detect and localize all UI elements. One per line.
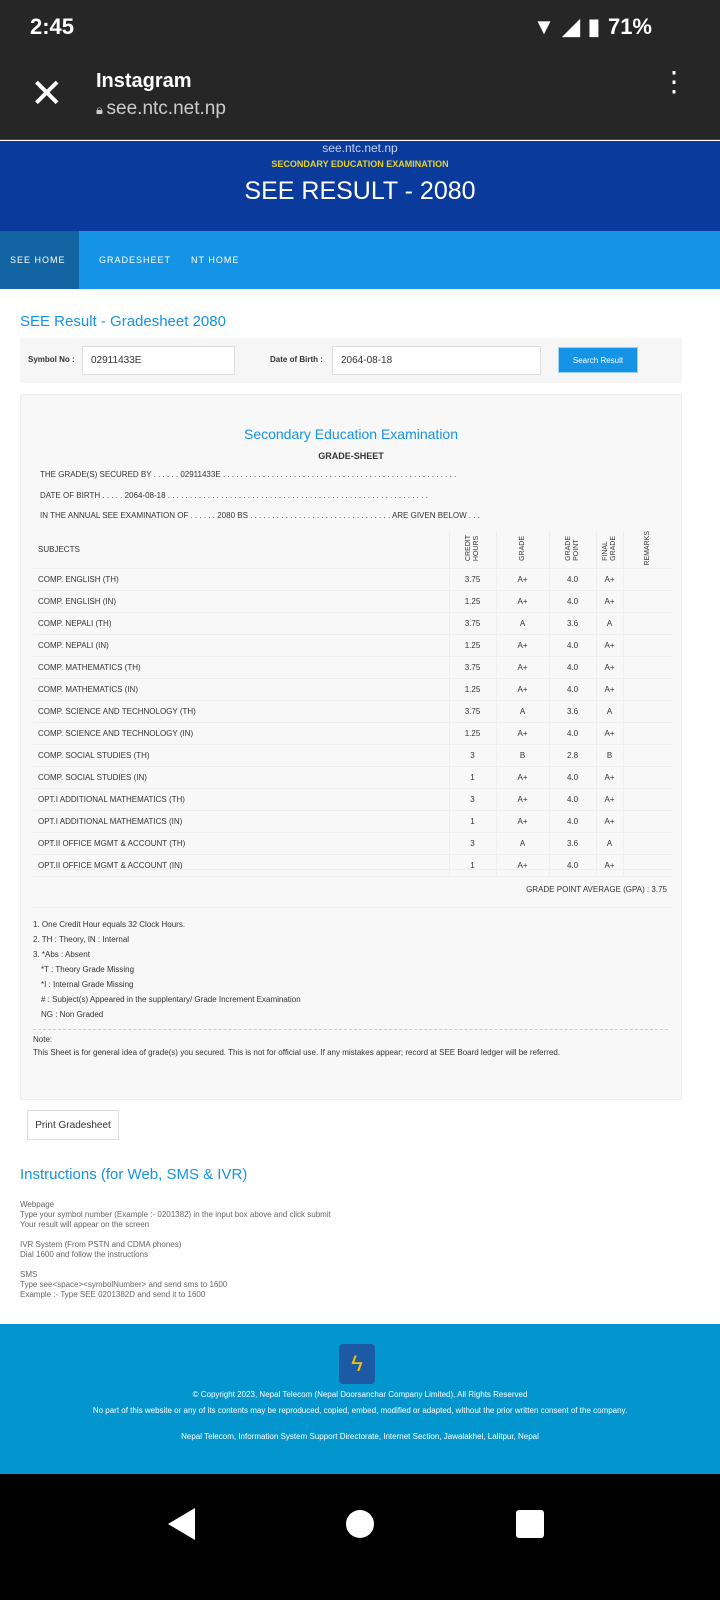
- cell-remarks: [623, 590, 673, 612]
- cell-credit-hours: 1.25: [449, 634, 496, 656]
- more-options-icon[interactable]: ⋮: [660, 66, 688, 97]
- cell-remarks: [623, 656, 673, 678]
- nepal-telecom-logo-icon: ϟ: [339, 1344, 375, 1384]
- cell-final-grade: A+: [596, 766, 623, 788]
- cell-final-grade: A+: [596, 854, 623, 876]
- exam-line: IN THE ANNUAL SEE EXAMINATION OF . . . . . . 2080 BS . . . . . . . . . . . . . . . . . . . . . . . . . . . . . . . . ARE GIVEN BELOW . . .: [40, 511, 480, 520]
- copyright: © Copyright 2023, Nepal Telecom (Nepal Doorsanchar Company Limited), All Rights Reserved: [192, 1390, 528, 1399]
- cell-final-grade: B: [596, 744, 623, 766]
- footer-notice: No part of this website or any of its contents may be reproduced, copied, embed, modified or adapted, without the prior written consent of the company.: [92, 1406, 628, 1415]
- cell-credit-hours: 3: [449, 744, 496, 766]
- status-time: 2:45: [30, 14, 75, 39]
- cell-final-grade: A: [596, 700, 623, 722]
- table-row: [33, 744, 673, 766]
- table-row: [33, 590, 673, 612]
- cell-remarks: [623, 634, 673, 656]
- ins-sms-title: SMS: [20, 1270, 38, 1279]
- cell-grade: A+: [496, 634, 549, 656]
- cell-remarks: [623, 722, 673, 744]
- ins-text: Type your symbol number (Example :- 0201382) in the input box above and click submit: [20, 1210, 331, 1219]
- footer-address: Nepal Telecom, Information System Support Directorate, Internet Section, Jawalakhel, Lalitpur, Nepal: [181, 1432, 539, 1441]
- cell-grade-point: 3.6: [549, 612, 596, 634]
- col-grade-point: GRADE POINT: [564, 535, 580, 561]
- cell-grade: A+: [496, 656, 549, 678]
- table-row: [33, 766, 673, 788]
- cell-grade-point: 4.0: [549, 678, 596, 700]
- cell-credit-hours: 1: [449, 854, 496, 876]
- symbol-input[interactable]: [82, 346, 235, 375]
- cell-grade: A+: [496, 590, 549, 612]
- browser-bar: [0, 58, 720, 140]
- header-title: SEE RESULT - 2080: [244, 177, 476, 205]
- sheet-heading: Secondary Education Examination: [243, 426, 459, 442]
- legend-item: *T : Theory Grade Missing: [41, 965, 135, 974]
- cell-credit-hours: 1.25: [449, 678, 496, 700]
- cell-credit-hours: 1.25: [449, 722, 496, 744]
- legend-item: # : Subject(s) Appeared in the supplentary/ Grade Increment Examination: [41, 995, 301, 1004]
- note-text: This Sheet is for general idea of grade(s) you secured. This is not for official use. If any mistakes appear; record at SEE Board ledger will be referred.: [33, 1048, 561, 1057]
- table-row: [33, 832, 673, 854]
- cell-remarks: [623, 810, 673, 832]
- cell-grade-point: 4.0: [549, 788, 596, 810]
- instructions-title: Instructions (for Web, SMS & IVR): [20, 1166, 248, 1183]
- cell-grade: A+: [496, 568, 549, 590]
- cell-subject: OPT.II OFFICE MGMT & ACCOUNT (IN): [33, 854, 449, 876]
- table-row: [33, 678, 673, 700]
- cell-grade-point: 4.0: [549, 634, 596, 656]
- cell-grade-point: 4.0: [549, 810, 596, 832]
- search-form: [20, 338, 682, 383]
- ins-text: Type see<space><symbolNumber> and send sms to 1600: [20, 1280, 228, 1289]
- cell-remarks: [623, 700, 673, 722]
- back-icon[interactable]: [168, 1508, 195, 1540]
- cell-final-grade: A: [596, 832, 623, 854]
- col-grade: GRADE: [518, 535, 526, 561]
- browser-url: 🔒︎ see.ntc.net.np: [96, 98, 226, 119]
- cell-grade-point: 4.0: [549, 590, 596, 612]
- browser-title: Instagram: [96, 70, 192, 92]
- cell-grade: A: [496, 832, 549, 854]
- cell-remarks: [623, 568, 673, 590]
- cell-remarks: [623, 744, 673, 766]
- cell-grade: A+: [496, 788, 549, 810]
- gpa: GRADE POINT AVERAGE (GPA) : 3.75: [526, 885, 667, 894]
- cell-grade-point: 3.6: [549, 700, 596, 722]
- recents-icon[interactable]: [516, 1510, 544, 1538]
- footer: [0, 1324, 720, 1474]
- header-banner: [0, 141, 720, 231]
- cell-grade: A+: [496, 810, 549, 832]
- page-title: SEE Result - Gradesheet 2080: [20, 313, 226, 330]
- android-nav-bar: [0, 1474, 720, 1600]
- cell-credit-hours: 3.75: [449, 612, 496, 634]
- legend-item: 3. *Abs : Absent: [33, 950, 90, 959]
- cell-credit-hours: 1: [449, 766, 496, 788]
- nav-gradesheet[interactable]: GRADESHEET: [99, 255, 172, 265]
- cell-subject: COMP. NEPALI (IN): [33, 634, 449, 656]
- cell-grade: A+: [496, 766, 549, 788]
- cell-grade: A: [496, 612, 549, 634]
- cell-final-grade: A+: [596, 788, 623, 810]
- cell-remarks: [623, 766, 673, 788]
- ins-web-title: Webpage: [20, 1200, 55, 1209]
- cell-remarks: [623, 832, 673, 854]
- disclaimer: [33, 1033, 560, 1059]
- table-row: [33, 722, 673, 744]
- cell-credit-hours: 3.75: [449, 700, 496, 722]
- cell-grade: A: [496, 700, 549, 722]
- cell-remarks: [623, 788, 673, 810]
- cell-grade-point: 4.0: [549, 568, 596, 590]
- cell-subject: COMP. ENGLISH (IN): [33, 590, 449, 612]
- cell-credit-hours: 3.75: [449, 568, 496, 590]
- col-final-grade: FINAL GRADE: [601, 535, 617, 561]
- table-row: [33, 810, 673, 832]
- ins-text: Dial 1600 and follow the instructions: [20, 1250, 149, 1259]
- cell-remarks: [623, 854, 673, 876]
- table-row: [33, 634, 673, 656]
- grades-table: [33, 531, 673, 877]
- table-row: [33, 854, 673, 876]
- cell-subject: COMP. MATHEMATICS (TH): [33, 656, 449, 678]
- cell-final-grade: A+: [596, 656, 623, 678]
- sheet-subheading: GRADE-SHEET: [318, 451, 384, 461]
- cell-grade: A+: [496, 722, 549, 744]
- ins-ivr-title: IVR System (From PSTN and CDMA phones): [20, 1240, 182, 1249]
- cell-grade-point: 4.0: [549, 656, 596, 678]
- cell-grade-point: 2.8: [549, 744, 596, 766]
- cell-final-grade: A: [596, 612, 623, 634]
- legend-notes: [33, 917, 301, 1022]
- cell-credit-hours: 3: [449, 788, 496, 810]
- col-credit-hours: CREDIT HOURS: [464, 535, 480, 562]
- legend-item: 2. TH : Theory, IN : Internal: [33, 935, 130, 944]
- cell-grade: B: [496, 744, 549, 766]
- cell-grade-point: 4.0: [549, 722, 596, 744]
- cell-remarks: [623, 612, 673, 634]
- col-subjects: SUBJECTS: [33, 531, 449, 568]
- print-gradesheet-button[interactable]: Print Gradesheet: [27, 1110, 119, 1140]
- battery-icon: ▮: [587, 14, 600, 39]
- cell-remarks: [623, 678, 673, 700]
- dob-label: Date of Birth :: [270, 355, 323, 364]
- gradesheet: [20, 394, 682, 1100]
- search-result-button[interactable]: Search Result: [558, 347, 638, 373]
- cell-final-grade: A+: [596, 722, 623, 744]
- legend-item: *I : Internal Grade Missing: [41, 980, 134, 989]
- cell-subject: COMP. NEPALI (TH): [33, 612, 449, 634]
- home-icon[interactable]: [346, 1510, 374, 1538]
- cell-grade: A+: [496, 854, 549, 876]
- cell-final-grade: A+: [596, 810, 623, 832]
- cell-subject: OPT.II OFFICE MGMT & ACCOUNT (TH): [33, 832, 449, 854]
- table-row: [33, 568, 673, 590]
- cell-final-grade: A+: [596, 568, 623, 590]
- ins-text: Example :- Type SEE 0201382D and send it to 1600: [20, 1290, 206, 1299]
- nav-see-home[interactable]: SEE HOME: [0, 231, 79, 289]
- cell-credit-hours: 3.75: [449, 656, 496, 678]
- cell-subject: COMP. SOCIAL STUDIES (IN): [33, 766, 449, 788]
- cell-subject: COMP. ENGLISH (TH): [33, 568, 449, 590]
- instructions-body: [20, 1200, 331, 1310]
- cell-credit-hours: 1.25: [449, 590, 496, 612]
- ins-text: Your result will appear on the screen: [20, 1220, 150, 1229]
- close-icon[interactable]: ✕: [30, 72, 64, 116]
- cell-grade: A+: [496, 678, 549, 700]
- cell-final-grade: A+: [596, 634, 623, 656]
- note-label: Note:: [33, 1035, 53, 1044]
- site-name: see.ntc.net.np: [322, 141, 398, 155]
- cell-credit-hours: 3: [449, 832, 496, 854]
- cell-subject: COMP. SOCIAL STUDIES (TH): [33, 744, 449, 766]
- battery-percent: 71%: [607, 14, 652, 39]
- cell-subject: COMP. SCIENCE AND TECHNOLOGY (TH): [33, 700, 449, 722]
- cell-grade-point: 4.0: [549, 854, 596, 876]
- cell-final-grade: A+: [596, 590, 623, 612]
- table-row: [33, 788, 673, 810]
- cell-subject: OPT.I ADDITIONAL MATHEMATICS (TH): [33, 788, 449, 810]
- table-row: [33, 700, 673, 722]
- cell-grade-point: 4.0: [549, 766, 596, 788]
- lock-icon: 🔒︎: [96, 102, 107, 117]
- main-nav: [0, 231, 720, 289]
- table-row: [33, 656, 673, 678]
- header-subtitle: SECONDARY EDUCATION EXAMINATION: [271, 159, 449, 169]
- legend-item: NG : Non Graded: [41, 1010, 104, 1019]
- col-remarks: REMARKS: [644, 531, 652, 566]
- secured-by-line: THE GRADE(S) SECURED BY . . . . . . 02911433E . . . . . . . . . . . . . . . . . . . . . . . . . . . . . . . . . . . . . . . . . . . . . . . . . . . . .: [40, 470, 457, 479]
- cell-grade-point: 3.6: [549, 832, 596, 854]
- table-row: [33, 612, 673, 634]
- dob-input[interactable]: [332, 346, 541, 375]
- status-bar: [0, 0, 720, 58]
- dob-line: DATE OF BIRTH . . . . . 2064-08-18 . . . . . . . . . . . . . . . . . . . . . . . . . . . . . . . . . . . . . . . . . . . . . . . . . . . . . . . . . . .: [40, 491, 428, 500]
- legend-item: 1. One Credit Hour equals 32 Clock Hours.: [33, 920, 186, 929]
- cell-credit-hours: 1: [449, 810, 496, 832]
- signal-icon: ◢: [562, 14, 580, 39]
- cell-subject: COMP. MATHEMATICS (IN): [33, 678, 449, 700]
- wifi-icon: ▼: [533, 14, 555, 39]
- nav-nt-home[interactable]: NT HOME: [191, 255, 240, 265]
- cell-subject: COMP. SCIENCE AND TECHNOLOGY (IN): [33, 722, 449, 744]
- cell-final-grade: A+: [596, 678, 623, 700]
- symbol-label: Symbol No :: [28, 355, 75, 364]
- cell-subject: OPT.I ADDITIONAL MATHEMATICS (IN): [33, 810, 449, 832]
